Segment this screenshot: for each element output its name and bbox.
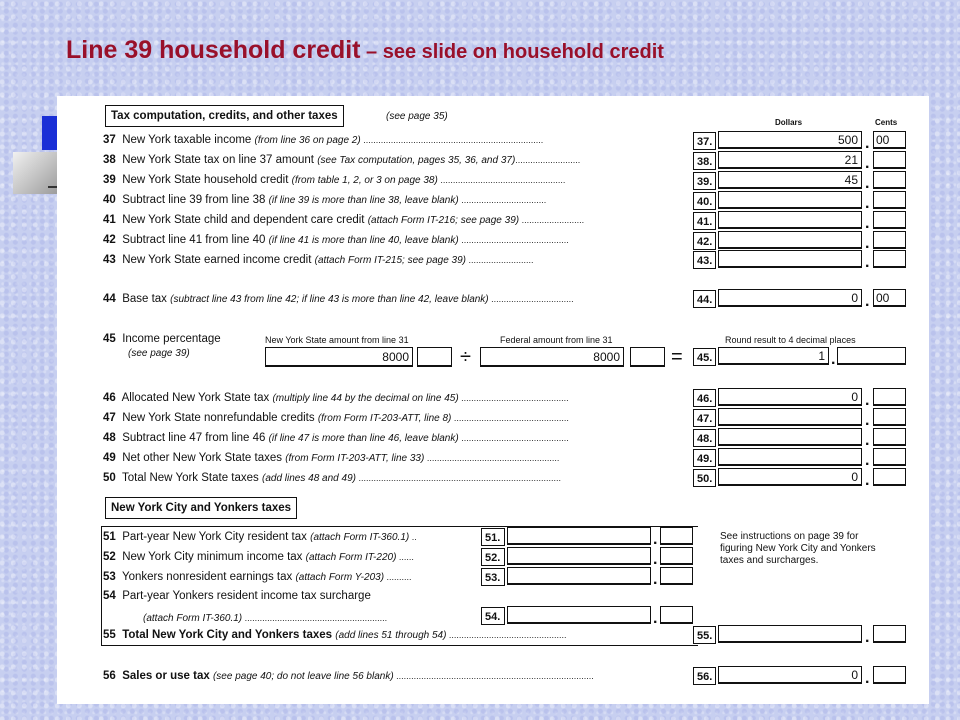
line-40-description: 40 Subtract line 39 from line 38 (if line 39 is more than line 38, leave blank) ..................................: [103, 194, 547, 206]
line-56-box-label: 56.: [693, 667, 716, 685]
line-43-dollars[interactable]: [718, 250, 862, 268]
line-47-dollars[interactable]: [718, 408, 862, 426]
line-52-dollars[interactable]: [507, 547, 651, 565]
line-48-dollars[interactable]: [718, 428, 862, 446]
line-47-description: 47 New York State nonrefundable credits (from Form IT-203-ATT, line 8) ..............................................: [103, 412, 569, 424]
line-54-dollars[interactable]: [507, 606, 651, 624]
line-47-cents[interactable]: [873, 408, 906, 426]
line-45-description: 45 Income percentage: [103, 333, 221, 345]
line-45-round-label: Round result to 4 decimal places: [725, 335, 856, 345]
line-43-cents[interactable]: [873, 250, 906, 268]
line-39-decimal: .: [865, 175, 870, 192]
line-44-box-label: 44.: [693, 290, 716, 308]
line-49-box-label: 49.: [693, 449, 716, 467]
line-48-cents[interactable]: [873, 428, 906, 446]
line-45-ny-label: New York State amount from line 31: [265, 335, 409, 345]
divide-sign: ÷: [460, 346, 471, 368]
line-53-dollars[interactable]: [507, 567, 651, 585]
line-54-box-label: 54.: [481, 607, 505, 625]
line-46-dollars[interactable]: 0: [718, 388, 862, 406]
line-55-box-label: 55.: [693, 626, 716, 644]
line-38-decimal: .: [865, 155, 870, 172]
line-38-box-label: 38.: [693, 152, 716, 170]
slide-title-main: Line 39 household credit: [66, 36, 361, 64]
line-39-description: 39 New York State household credit (from table 1, 2, or 3 on page 38) ..................................................: [103, 174, 566, 186]
line-51-description: 51 Part-year New York City resident tax (attach Form IT-360.1) ..: [103, 531, 417, 543]
line-45-fed-amount[interactable]: 8000: [480, 347, 624, 367]
slide-title: [66, 36, 664, 65]
line-43-decimal: .: [865, 254, 870, 271]
section-header-nyc-yonkers: New York City and Yonkers taxes: [105, 497, 297, 519]
line-48-description: 48 Subtract line 47 from line 46 (if line 47 is more than line 46, leave blank) ...........................................: [103, 432, 569, 444]
line-43-description: 43 New York State earned income credit (attach Form IT-215; see page 39) ..........................: [103, 254, 534, 266]
line-54-note: (attach Form IT-360.1) .........................................................: [143, 613, 388, 624]
line-50-description: 50 Total New York State taxes (add lines 48 and 49) .................................................................................: [103, 472, 562, 484]
section-page-ref: (see page 35): [386, 111, 448, 122]
line-39-dollars[interactable]: 45: [718, 171, 862, 189]
line-52-cents[interactable]: [660, 547, 693, 565]
line-44-decimal: .: [865, 293, 870, 310]
line-54-description: 54 Part-year Yonkers resident income tax surcharge: [103, 590, 371, 602]
line-42-cents[interactable]: [873, 231, 906, 249]
line-51-box-label: 51.: [481, 528, 505, 546]
line-45-decimal-places[interactable]: [837, 347, 906, 365]
line-37-description: 37 New York taxable income (from line 36 on page 2) ........................................................................: [103, 134, 544, 146]
line-55-cents[interactable]: [873, 625, 906, 643]
line-55-dollars[interactable]: [718, 625, 862, 643]
line-38-cents[interactable]: [873, 151, 906, 169]
line-42-dollars[interactable]: [718, 231, 862, 249]
line-48-decimal: .: [865, 432, 870, 449]
line-49-description: 49 Net other New York State taxes (from Form IT-203-ATT, line 33) .....................................................: [103, 452, 560, 464]
line-48-box-label: 48.: [693, 429, 716, 447]
line-53-box-label: 53.: [481, 568, 505, 586]
line-56-dollars[interactable]: 0: [718, 666, 862, 684]
line-55-description: 55 Total New York City and Yonkers taxes (add lines 51 through 54) ...............................................: [103, 629, 567, 641]
line-52-decimal: .: [653, 551, 658, 568]
line-45-fed-cents[interactable]: [630, 347, 665, 367]
line-42-box-label: 42.: [693, 232, 716, 250]
line-53-decimal: .: [653, 571, 658, 588]
nyc-instructions-note: See instructions on page 39 for figuring New York City and Yonkers taxes and surcharges.: [720, 531, 876, 566]
line-45-decimal: .: [831, 351, 836, 368]
line-45-box-label: 45.: [693, 348, 716, 366]
line-50-cents[interactable]: [873, 468, 906, 486]
column-header-cents: Cents: [875, 118, 898, 127]
line-37-dollars[interactable]: 500: [718, 131, 862, 149]
slide-title-sub: – see slide on household credit: [360, 41, 664, 63]
line-42-decimal: .: [865, 235, 870, 252]
line-43-box-label: 43.: [693, 251, 716, 269]
line-38-dollars[interactable]: 21: [718, 151, 862, 169]
line-54-cents[interactable]: [660, 606, 693, 624]
line-41-cents[interactable]: [873, 211, 906, 229]
line-40-dollars[interactable]: [718, 191, 862, 209]
line-53-cents[interactable]: [660, 567, 693, 585]
line-41-decimal: .: [865, 215, 870, 232]
line-41-dollars[interactable]: [718, 211, 862, 229]
line-50-box-label: 50.: [693, 469, 716, 487]
line-56-cents[interactable]: [873, 666, 906, 684]
line-46-decimal: .: [865, 392, 870, 409]
tax-form-excerpt: [57, 96, 929, 704]
line-45-ny-amount[interactable]: 8000: [265, 347, 413, 367]
line-37-decimal: .: [865, 135, 870, 152]
line-45-fed-label: Federal amount from line 31: [500, 335, 613, 345]
line-37-box-label: 37.: [693, 132, 716, 150]
line-50-dollars[interactable]: 0: [718, 468, 862, 486]
line-56-description: 56 Sales or use tax (see page 40; do not leave line 56 blank) ...............................................................................: [103, 670, 594, 682]
line-50-decimal: .: [865, 472, 870, 489]
line-49-decimal: .: [865, 452, 870, 469]
line-40-cents[interactable]: [873, 191, 906, 209]
line-41-description: 41 New York State child and dependent care credit (attach Form IT-216; see page 39) .........................: [103, 214, 585, 226]
line-38-description: 38 New York State tax on line 37 amount (see Tax computation, pages 35, 36, and 37)..........................: [103, 154, 581, 166]
line-45-ny-cents[interactable]: [417, 347, 452, 367]
line-46-box-label: 46.: [693, 389, 716, 407]
line-39-cents[interactable]: [873, 171, 906, 189]
line-53-description: 53 Yonkers nonresident earnings tax (attach Form Y-203) ..........: [103, 571, 412, 583]
line-44-description: 44 Base tax (subtract line 43 from line 42; if line 43 is more than line 42, leave blank) .................................: [103, 293, 574, 305]
line-44-dollars[interactable]: 0: [718, 289, 862, 307]
line-47-decimal: .: [865, 412, 870, 429]
line-52-box-label: 52.: [481, 548, 505, 566]
line-49-cents[interactable]: [873, 448, 906, 466]
line-51-dollars[interactable]: [507, 527, 651, 545]
column-header-dollars: Dollars: [775, 118, 803, 127]
line-40-box-label: 40.: [693, 192, 716, 210]
line-46-cents[interactable]: [873, 388, 906, 406]
line-40-decimal: .: [865, 195, 870, 212]
line-52-description: 52 New York City minimum income tax (attach Form IT-220) ......: [103, 551, 414, 563]
line-37-cents[interactable]: 00: [873, 131, 906, 149]
line-47-box-label: 47.: [693, 409, 716, 427]
line-44-cents[interactable]: 00: [873, 289, 906, 307]
line-45-result[interactable]: 1: [718, 347, 829, 365]
line-41-box-label: 41.: [693, 212, 716, 230]
line-56-decimal: .: [865, 670, 870, 687]
equals-sign: =: [671, 346, 683, 368]
line-42-description: 42 Subtract line 41 from line 40 (if line 41 is more than line 40, leave blank) ...........................................: [103, 234, 569, 246]
line-51-cents[interactable]: [660, 527, 693, 545]
line-49-dollars[interactable]: [718, 448, 862, 466]
line-46-description: 46 Allocated New York State tax (multiply line 44 by the decimal on line 45) ...........................................: [103, 392, 569, 404]
line-55-decimal: .: [865, 629, 870, 646]
line-45-note: (see page 39): [128, 348, 190, 359]
line-39-box-label: 39.: [693, 172, 716, 190]
section-header-tax-computation: Tax computation, credits, and other taxes: [105, 105, 344, 127]
line-54-decimal: .: [653, 610, 658, 627]
line-51-decimal: .: [653, 531, 658, 548]
